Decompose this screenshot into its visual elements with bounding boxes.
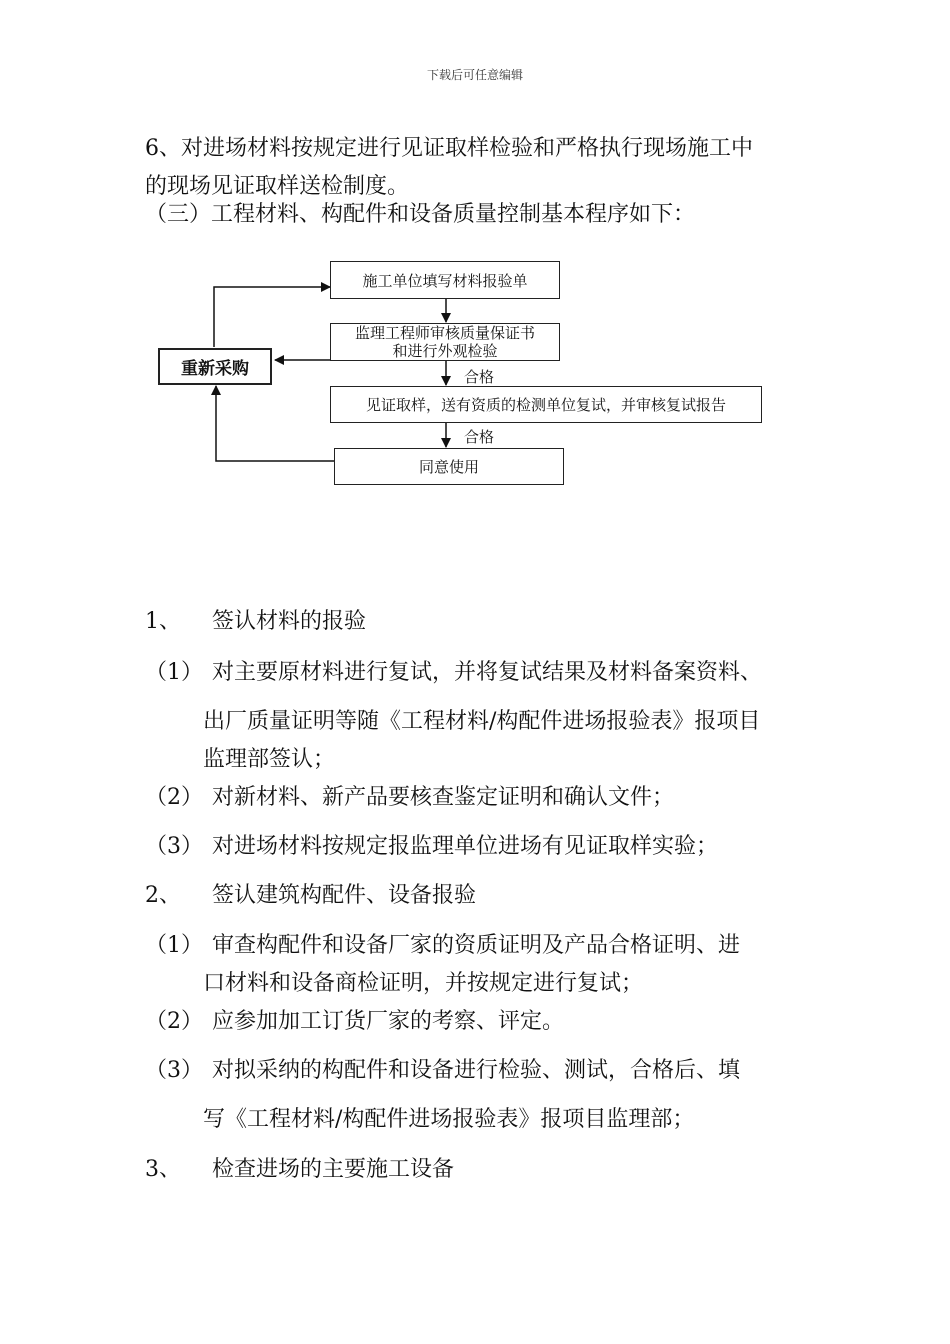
flow-step-rebuy: [158, 348, 272, 385]
flow-step-review-certificate: [330, 323, 560, 361]
section-title: （三）工程材料、构配件和设备质量控制基本程序如下：: [145, 202, 696, 227]
flow-step-sampling-retest: [330, 386, 762, 423]
item-6-line-1: 6、对进场材料按规定进行见证取样检验和严格执行现场施工中: [145, 136, 753, 161]
item-6-line-2: 的现场见证取样送检制度。: [145, 174, 410, 199]
section-3-title: 检查进场的主要施工设备: [212, 1157, 455, 1182]
section-1-item-3-number: （3）: [145, 834, 203, 859]
section-3-number: 3、: [145, 1157, 181, 1182]
section-2-item-1-number: （1）: [145, 933, 203, 958]
flow-step-fill-form-label: 施工单位填写材料报验单: [362, 271, 528, 290]
section-2-title: 签认建筑构配件、设备报验: [212, 883, 477, 908]
flow-step-fill-form: [330, 261, 560, 299]
section-2-item-3-line-1: 对拟采纳的构配件和设备进行检验、测试，合格后、填: [212, 1058, 741, 1083]
arrow-step4-to-rebuy: [216, 386, 334, 461]
flow-step-approve-use: [334, 448, 564, 485]
flow-pass-label-1: 合格: [464, 368, 495, 386]
flow-step-sampling-label: 见证取样，送有资质的检测单位复试，并审核复试报告: [365, 396, 726, 414]
section-2-number: 2、: [145, 883, 181, 908]
flow-step-review-line-1: 监理工程师审核质量保证书: [354, 324, 535, 342]
section-2-item-1-line-2: 口材料和设备商检证明，并按规定进行复试；: [203, 971, 644, 996]
flow-step-approve-label: 同意使用: [418, 458, 479, 476]
section-1-item-1-number: （1）: [145, 660, 203, 685]
section-1-item-1-line-2: 出厂质量证明等随《工程材料/构配件进场报验表》报项目: [203, 709, 761, 734]
flow-step-review-line-2: 和进行外观检验: [392, 342, 498, 360]
page-header-note: 下载后可任意编辑: [426, 68, 523, 82]
section-1-item-2-number: （2）: [145, 785, 203, 810]
section-1-item-2-line-1: 对新材料、新产品要核查鉴定证明和确认文件；: [212, 785, 675, 810]
section-1-item-3-line-1: 对进场材料按规定报监理单位进场有见证取样实验；: [212, 834, 719, 859]
flow-step-rebuy-label: 重新采购: [181, 359, 249, 379]
section-1-title: 签认材料的报验: [212, 609, 367, 634]
section-2-item-2-line-1: 应参加加工订货厂家的考察、评定。: [212, 1009, 565, 1034]
section-2-item-3-line-2: 写《工程材料/构配件进场报验表》报项目监理部；: [203, 1107, 695, 1132]
arrow-rebuy-to-step1: [214, 287, 330, 347]
section-1-number: 1、: [145, 609, 181, 634]
section-2-item-2-number: （2）: [145, 1009, 203, 1034]
section-2-item-1-line-1: 审查构配件和设备厂家的资质证明及产品合格证明、进: [212, 933, 741, 958]
section-1-item-1-line-1: 对主要原材料进行复试，并将复试结果及材料备案资料、: [212, 660, 763, 685]
flow-pass-label-2: 合格: [464, 428, 495, 446]
section-2-item-3-number: （3）: [145, 1058, 203, 1083]
section-1-item-1-line-3: 监理部签认；: [203, 747, 336, 772]
